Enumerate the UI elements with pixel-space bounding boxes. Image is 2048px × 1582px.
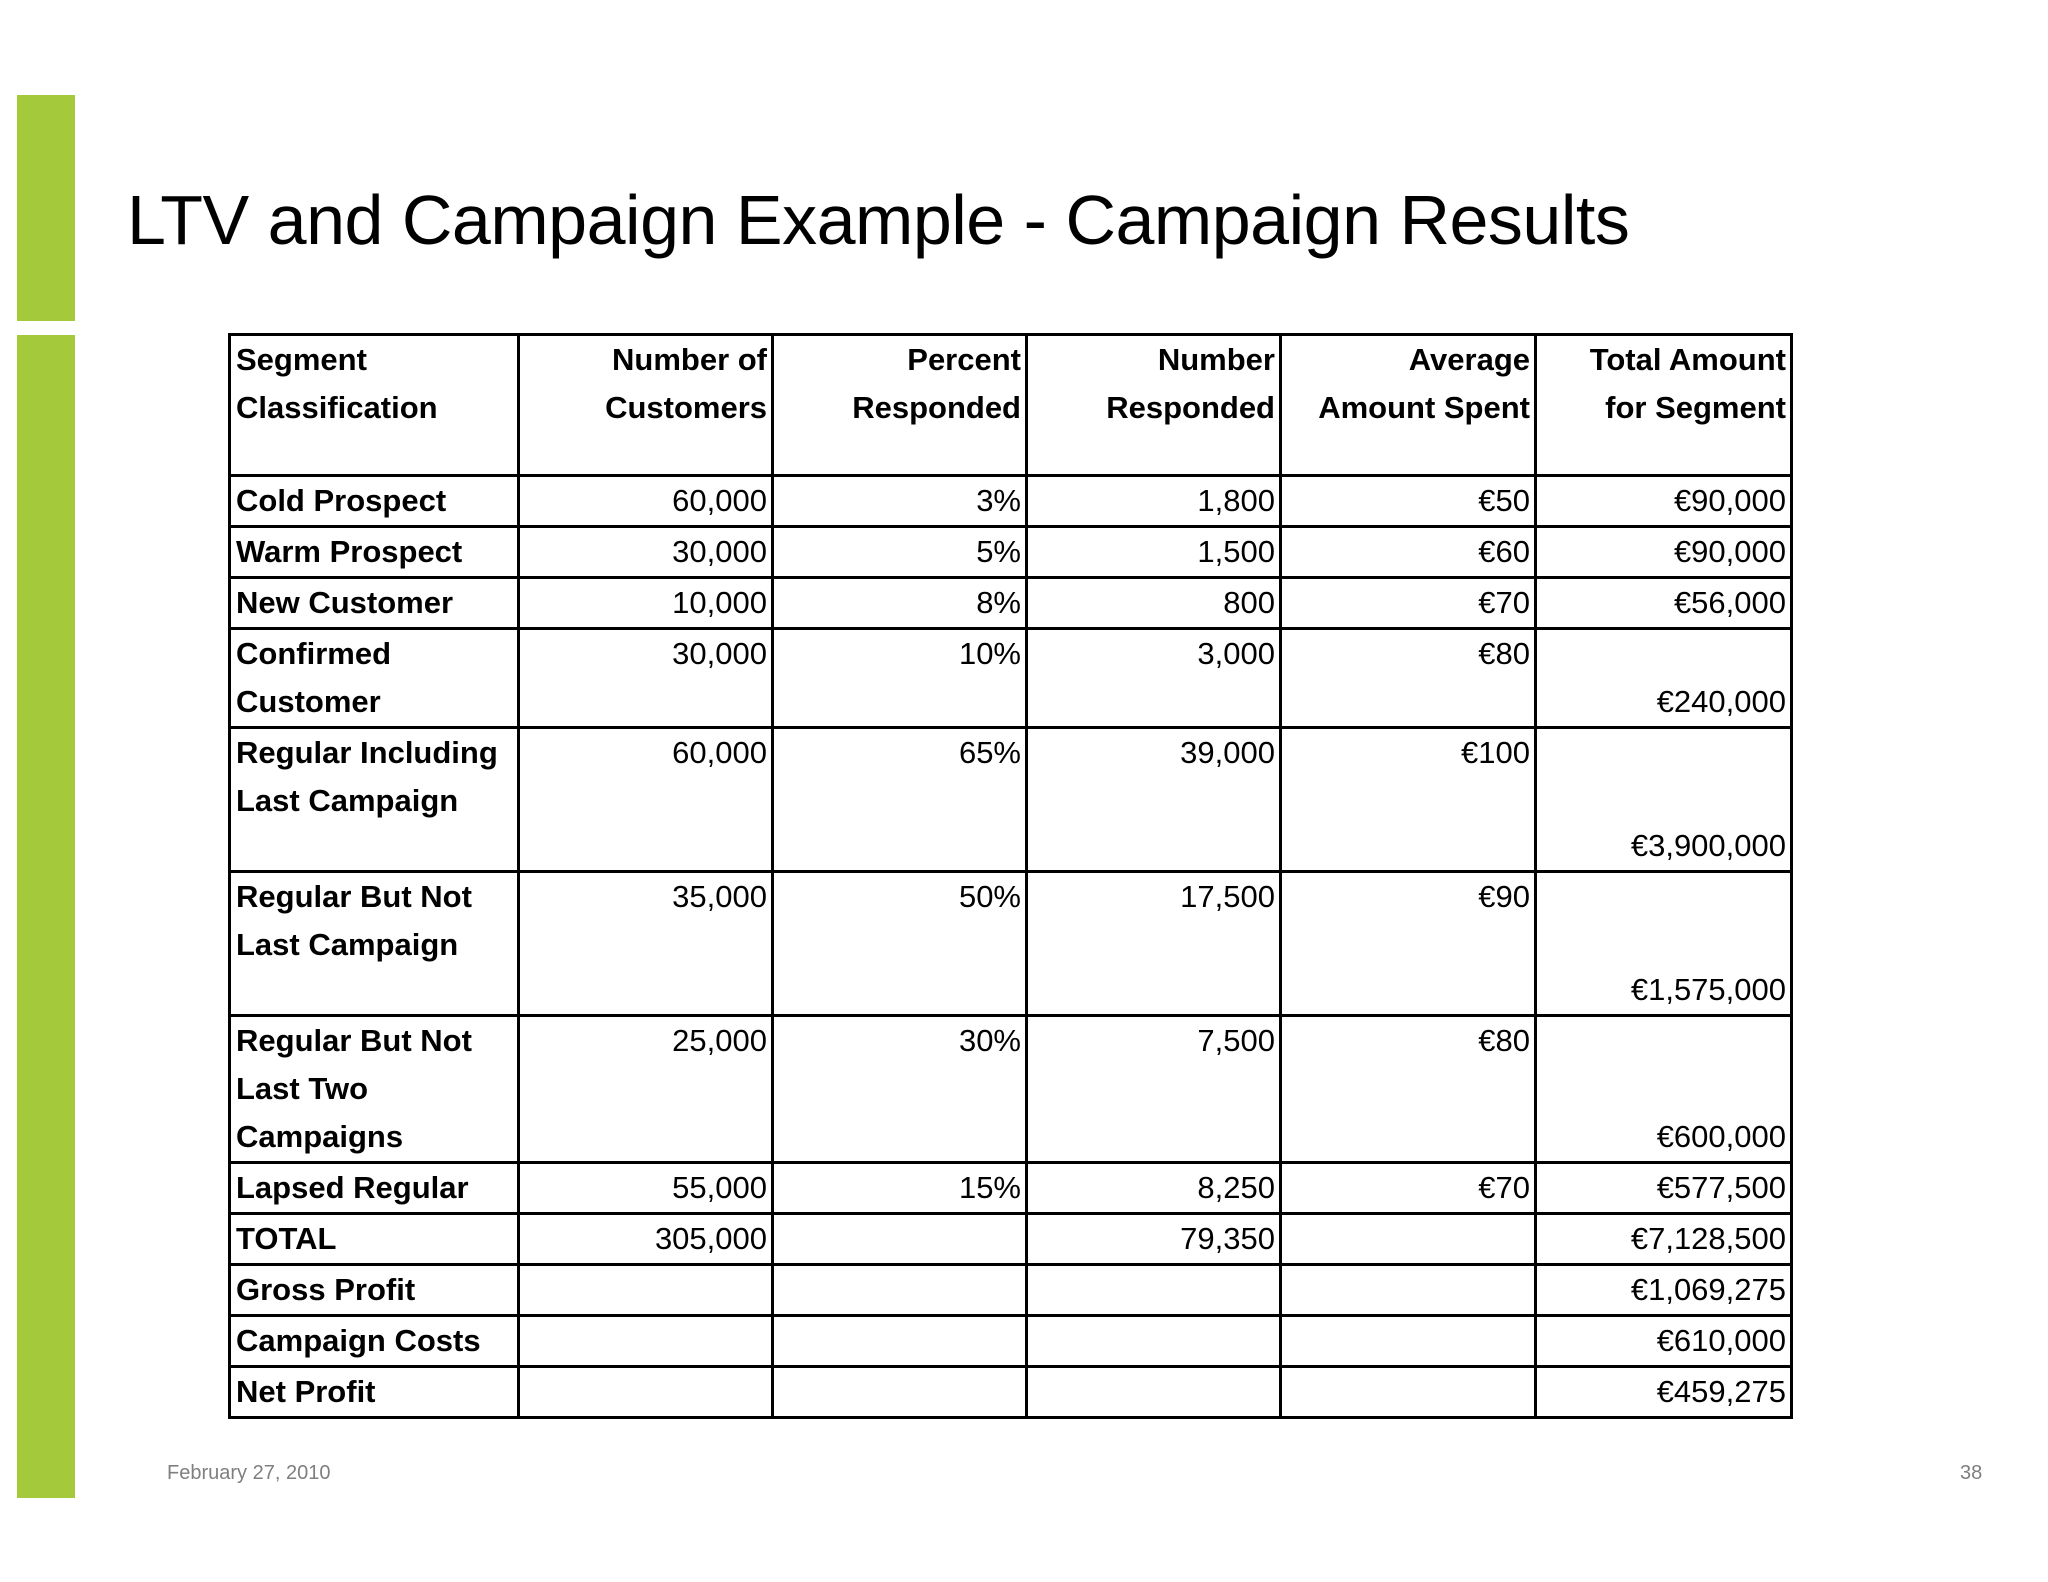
avg-spent-cell: €70	[1281, 1163, 1536, 1214]
table-row-campaign-costs	[230, 1316, 1792, 1367]
segment-cell: Lapsed Regular	[230, 1163, 519, 1214]
responded-cell: 39,000	[1027, 728, 1281, 872]
segment-cell: TOTAL	[230, 1214, 519, 1265]
table-row	[230, 1163, 1792, 1214]
header-number-of-customers: Number of Customers	[519, 335, 773, 476]
responded-cell: 17,500	[1027, 872, 1281, 1016]
responded-cell: 1,500	[1027, 527, 1281, 578]
avg-spent-cell	[1281, 1367, 1536, 1418]
avg-spent-cell: €80	[1281, 629, 1536, 728]
total-cell: €240,000	[1536, 629, 1792, 728]
accent-bar-top	[17, 95, 75, 321]
total-cell: €1,575,000	[1536, 872, 1792, 1016]
percent-cell: 3%	[773, 476, 1027, 527]
responded-cell	[1027, 1367, 1281, 1418]
campaign-results-table	[228, 333, 1793, 1419]
table-row-total	[230, 1214, 1792, 1265]
total-cell: €56,000	[1536, 578, 1792, 629]
avg-spent-cell: €70	[1281, 578, 1536, 629]
percent-cell: 10%	[773, 629, 1027, 728]
table-row	[230, 728, 1792, 872]
avg-spent-cell: €80	[1281, 1016, 1536, 1163]
total-cell: €3,900,000	[1536, 728, 1792, 872]
header-average-amount-spent: Average Amount Spent	[1281, 335, 1536, 476]
avg-spent-cell	[1281, 1214, 1536, 1265]
segment-cell: Confirmed Customer	[230, 629, 519, 728]
header-number-responded: Number Responded	[1027, 335, 1281, 476]
avg-spent-cell: €50	[1281, 476, 1536, 527]
avg-spent-cell: €60	[1281, 527, 1536, 578]
segment-cell: Warm Prospect	[230, 527, 519, 578]
percent-cell: 50%	[773, 872, 1027, 1016]
table-row-net-profit	[230, 1367, 1792, 1418]
segment-cell: Regular But Not Last Two Campaigns	[230, 1016, 519, 1163]
segment-cell: Gross Profit	[230, 1265, 519, 1316]
percent-cell: 65%	[773, 728, 1027, 872]
percent-cell	[773, 1316, 1027, 1367]
table-row	[230, 476, 1792, 527]
percent-cell: 30%	[773, 1016, 1027, 1163]
segment-cell: Campaign Costs	[230, 1316, 519, 1367]
responded-cell: 800	[1027, 578, 1281, 629]
header-total-amount-for-segment: Total Amount for Segment	[1536, 335, 1792, 476]
header-percent-responded: Percent Responded	[773, 335, 1027, 476]
percent-cell	[773, 1214, 1027, 1265]
customers-cell: 25,000	[519, 1016, 773, 1163]
percent-cell	[773, 1265, 1027, 1316]
segment-cell: Cold Prospect	[230, 476, 519, 527]
avg-spent-cell: €90	[1281, 872, 1536, 1016]
responded-cell: 1,800	[1027, 476, 1281, 527]
slide-title: LTV and Campaign Example - Campaign Results	[127, 181, 1630, 259]
percent-cell: 5%	[773, 527, 1027, 578]
responded-cell	[1027, 1316, 1281, 1367]
page-number: 38	[1960, 1462, 1983, 1484]
customers-cell: 30,000	[519, 527, 773, 578]
total-cell: €600,000	[1536, 1016, 1792, 1163]
table-row	[230, 629, 1792, 728]
table-row	[230, 872, 1792, 1016]
customers-cell: 10,000	[519, 578, 773, 629]
avg-spent-cell: €100	[1281, 728, 1536, 872]
customers-cell	[519, 1265, 773, 1316]
total-cell: €577,500	[1536, 1163, 1792, 1214]
segment-cell: Net Profit	[230, 1367, 519, 1418]
customers-cell: 55,000	[519, 1163, 773, 1214]
total-cell: €1,069,275	[1536, 1265, 1792, 1316]
accent-bar-bottom	[17, 335, 75, 1498]
table-header-row	[230, 335, 1792, 476]
percent-cell: 8%	[773, 578, 1027, 629]
table-row	[230, 578, 1792, 629]
responded-cell: 8,250	[1027, 1163, 1281, 1214]
header-segment-classification: Segment Classification	[230, 335, 519, 476]
customers-cell	[519, 1367, 773, 1418]
total-cell: €90,000	[1536, 527, 1792, 578]
responded-cell: 79,350	[1027, 1214, 1281, 1265]
segment-cell: Regular But Not Last Campaign	[230, 872, 519, 1016]
percent-cell: 15%	[773, 1163, 1027, 1214]
customers-cell: 60,000	[519, 476, 773, 527]
segment-cell: Regular Including Last Campaign	[230, 728, 519, 872]
table-row-gross-profit	[230, 1265, 1792, 1316]
customers-cell: 305,000	[519, 1214, 773, 1265]
total-cell: €7,128,500	[1536, 1214, 1792, 1265]
footer-date: February 27, 2010	[167, 1462, 331, 1484]
table-row	[230, 527, 1792, 578]
customers-cell: 30,000	[519, 629, 773, 728]
customers-cell: 35,000	[519, 872, 773, 1016]
customers-cell: 60,000	[519, 728, 773, 872]
percent-cell	[773, 1367, 1027, 1418]
avg-spent-cell	[1281, 1316, 1536, 1367]
customers-cell	[519, 1316, 773, 1367]
responded-cell: 3,000	[1027, 629, 1281, 728]
total-cell: €610,000	[1536, 1316, 1792, 1367]
responded-cell: 7,500	[1027, 1016, 1281, 1163]
table-row	[230, 1016, 1792, 1163]
total-cell: €90,000	[1536, 476, 1792, 527]
avg-spent-cell	[1281, 1265, 1536, 1316]
total-cell: €459,275	[1536, 1367, 1792, 1418]
segment-cell: New Customer	[230, 578, 519, 629]
responded-cell	[1027, 1265, 1281, 1316]
